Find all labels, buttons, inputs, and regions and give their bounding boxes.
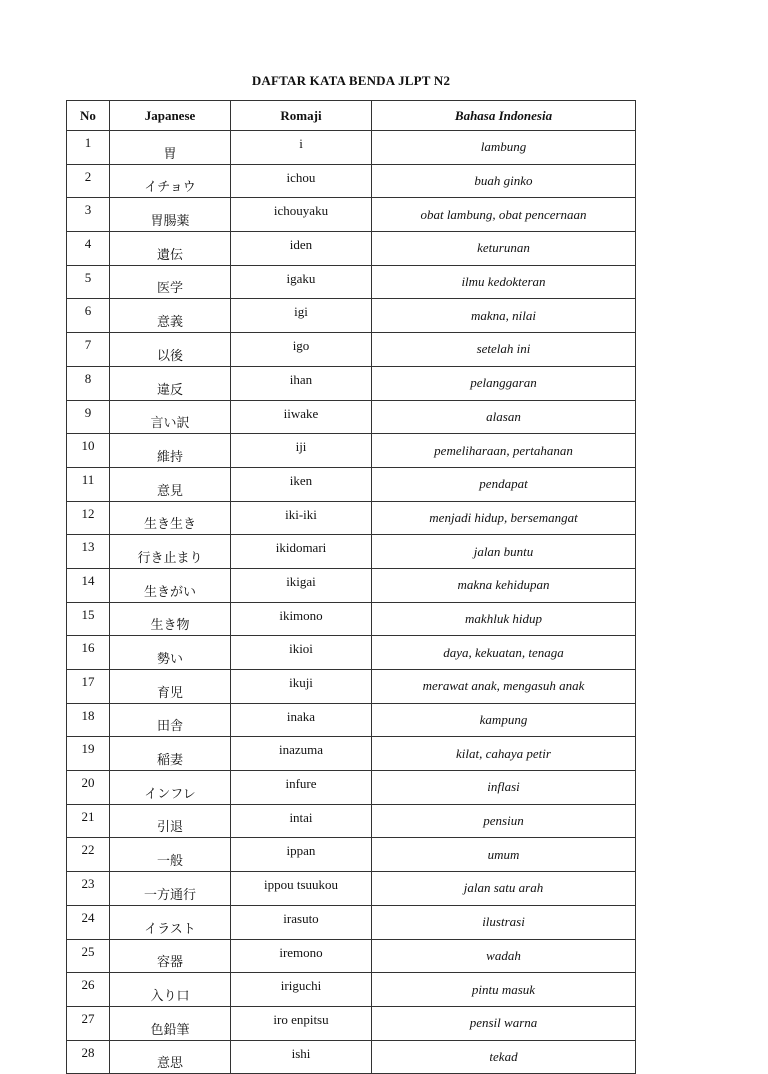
row-number: 12 (67, 501, 110, 535)
romaji-reading: iiwake (231, 400, 372, 434)
japanese-word: 意義 (110, 299, 231, 333)
indonesian-meaning: buah ginko (372, 164, 636, 198)
table-row (67, 939, 636, 973)
indonesian-meaning: alasan (372, 400, 636, 434)
japanese-word: 意見 (110, 467, 231, 501)
japanese-word: 違反 (110, 366, 231, 400)
indonesian-meaning: keturunan (372, 232, 636, 266)
japanese-word: 生き物 (110, 602, 231, 636)
japanese-word: 一般 (110, 838, 231, 872)
table-row (67, 872, 636, 906)
table-header-row (67, 101, 636, 131)
header-japanese: Japanese (110, 101, 231, 131)
romaji-reading: ichouyaku (231, 198, 372, 232)
indonesian-meaning: ilustrasi (372, 905, 636, 939)
table-row (67, 434, 636, 468)
indonesian-meaning: obat lambung, obat pencernaan (372, 198, 636, 232)
row-number: 13 (67, 535, 110, 569)
japanese-word: 意思 (110, 1040, 231, 1074)
japanese-word: 一方通行 (110, 872, 231, 906)
table-row (67, 333, 636, 367)
romaji-reading: igo (231, 333, 372, 367)
indonesian-meaning: wadah (372, 939, 636, 973)
indonesian-meaning: makna, nilai (372, 299, 636, 333)
row-number: 27 (67, 1006, 110, 1040)
japanese-word: 以後 (110, 333, 231, 367)
indonesian-meaning: merawat anak, mengasuh anak (372, 670, 636, 704)
table-body (67, 131, 636, 1074)
romaji-reading: i (231, 131, 372, 165)
japanese-word: イチョウ (110, 164, 231, 198)
romaji-reading: iki-iki (231, 501, 372, 535)
row-number: 5 (67, 265, 110, 299)
japanese-word: 入り口 (110, 973, 231, 1007)
table-row (67, 501, 636, 535)
row-number: 4 (67, 232, 110, 266)
table-row (67, 232, 636, 266)
row-number: 22 (67, 838, 110, 872)
indonesian-meaning: jalan buntu (372, 535, 636, 569)
row-number: 23 (67, 872, 110, 906)
romaji-reading: ichou (231, 164, 372, 198)
table-row (67, 771, 636, 805)
table-row (67, 164, 636, 198)
indonesian-meaning: lambung (372, 131, 636, 165)
header-romaji: Romaji (231, 101, 372, 131)
romaji-reading: irasuto (231, 905, 372, 939)
japanese-word: 勢い (110, 636, 231, 670)
row-number: 9 (67, 400, 110, 434)
indonesian-meaning: makhluk hidup (372, 602, 636, 636)
romaji-reading: iden (231, 232, 372, 266)
table-row (67, 838, 636, 872)
table-row (67, 131, 636, 165)
japanese-word: 容器 (110, 939, 231, 973)
table-row (67, 905, 636, 939)
japanese-word: 田舎 (110, 703, 231, 737)
row-number: 18 (67, 703, 110, 737)
row-number: 11 (67, 467, 110, 501)
indonesian-meaning: pensiun (372, 804, 636, 838)
indonesian-meaning: makna kehidupan (372, 568, 636, 602)
japanese-word: 生きがい (110, 568, 231, 602)
indonesian-meaning: jalan satu arah (372, 872, 636, 906)
japanese-word: 色鉛筆 (110, 1006, 231, 1040)
table-row (67, 198, 636, 232)
table-row (67, 265, 636, 299)
japanese-word: 言い訳 (110, 400, 231, 434)
table-row (67, 467, 636, 501)
japanese-word: 行き止まり (110, 535, 231, 569)
japanese-word: 維持 (110, 434, 231, 468)
romaji-reading: infure (231, 771, 372, 805)
japanese-word: 胃腸薬 (110, 198, 231, 232)
romaji-reading: iji (231, 434, 372, 468)
row-number: 15 (67, 602, 110, 636)
indonesian-meaning: pintu masuk (372, 973, 636, 1007)
row-number: 6 (67, 299, 110, 333)
row-number: 26 (67, 973, 110, 1007)
romaji-reading: ippou tsuukou (231, 872, 372, 906)
indonesian-meaning: pensil warna (372, 1006, 636, 1040)
row-number: 7 (67, 333, 110, 367)
indonesian-meaning: tekad (372, 1040, 636, 1074)
row-number: 20 (67, 771, 110, 805)
romaji-reading: ishi (231, 1040, 372, 1074)
row-number: 14 (67, 568, 110, 602)
row-number: 8 (67, 366, 110, 400)
japanese-word: 引退 (110, 804, 231, 838)
table-row (67, 703, 636, 737)
table-row (67, 973, 636, 1007)
japanese-word: 稲妻 (110, 737, 231, 771)
vocabulary-table (66, 100, 636, 1074)
indonesian-meaning: pendapat (372, 467, 636, 501)
table-row (67, 400, 636, 434)
indonesian-meaning: kilat, cahaya petir (372, 737, 636, 771)
romaji-reading: ikigai (231, 568, 372, 602)
table-row (67, 366, 636, 400)
row-number: 1 (67, 131, 110, 165)
romaji-reading: inaka (231, 703, 372, 737)
row-number: 19 (67, 737, 110, 771)
row-number: 16 (67, 636, 110, 670)
romaji-reading: ikidomari (231, 535, 372, 569)
romaji-reading: ihan (231, 366, 372, 400)
romaji-reading: inazuma (231, 737, 372, 771)
indonesian-meaning: inflasi (372, 771, 636, 805)
table-row (67, 636, 636, 670)
row-number: 25 (67, 939, 110, 973)
table-row (67, 602, 636, 636)
indonesian-meaning: setelah ini (372, 333, 636, 367)
table-row (67, 568, 636, 602)
row-number: 17 (67, 670, 110, 704)
japanese-word: 遺伝 (110, 232, 231, 266)
romaji-reading: ikuji (231, 670, 372, 704)
romaji-reading: iken (231, 467, 372, 501)
indonesian-meaning: daya, kekuatan, tenaga (372, 636, 636, 670)
romaji-reading: iremono (231, 939, 372, 973)
romaji-reading: iriguchi (231, 973, 372, 1007)
table-row (67, 535, 636, 569)
row-number: 21 (67, 804, 110, 838)
japanese-word: 育児 (110, 670, 231, 704)
table-row (67, 1006, 636, 1040)
japanese-word: 胃 (110, 131, 231, 165)
row-number: 28 (67, 1040, 110, 1074)
indonesian-meaning: pemeliharaan, pertahanan (372, 434, 636, 468)
romaji-reading: ikioi (231, 636, 372, 670)
table-row (67, 737, 636, 771)
row-number: 24 (67, 905, 110, 939)
japanese-word: イラスト (110, 905, 231, 939)
table-row (67, 804, 636, 838)
indonesian-meaning: pelanggaran (372, 366, 636, 400)
row-number: 10 (67, 434, 110, 468)
header-indonesian: Bahasa Indonesia (372, 101, 636, 131)
indonesian-meaning: menjadi hidup, bersemangat (372, 501, 636, 535)
romaji-reading: igi (231, 299, 372, 333)
table-row (67, 299, 636, 333)
page-title: DAFTAR KATA BENDA JLPT N2 (251, 73, 451, 88)
indonesian-meaning: kampung (372, 703, 636, 737)
table-row (67, 1040, 636, 1074)
japanese-word: 生き生き (110, 501, 231, 535)
row-number: 2 (67, 164, 110, 198)
japanese-word: 医学 (110, 265, 231, 299)
romaji-reading: ikimono (231, 602, 372, 636)
romaji-reading: ippan (231, 838, 372, 872)
japanese-word: インフレ (110, 771, 231, 805)
indonesian-meaning: ilmu kedokteran (372, 265, 636, 299)
romaji-reading: intai (231, 804, 372, 838)
indonesian-meaning: umum (372, 838, 636, 872)
header-no: No (67, 101, 110, 131)
row-number: 3 (67, 198, 110, 232)
romaji-reading: iro enpitsu (231, 1006, 372, 1040)
romaji-reading: igaku (231, 265, 372, 299)
table-row (67, 670, 636, 704)
